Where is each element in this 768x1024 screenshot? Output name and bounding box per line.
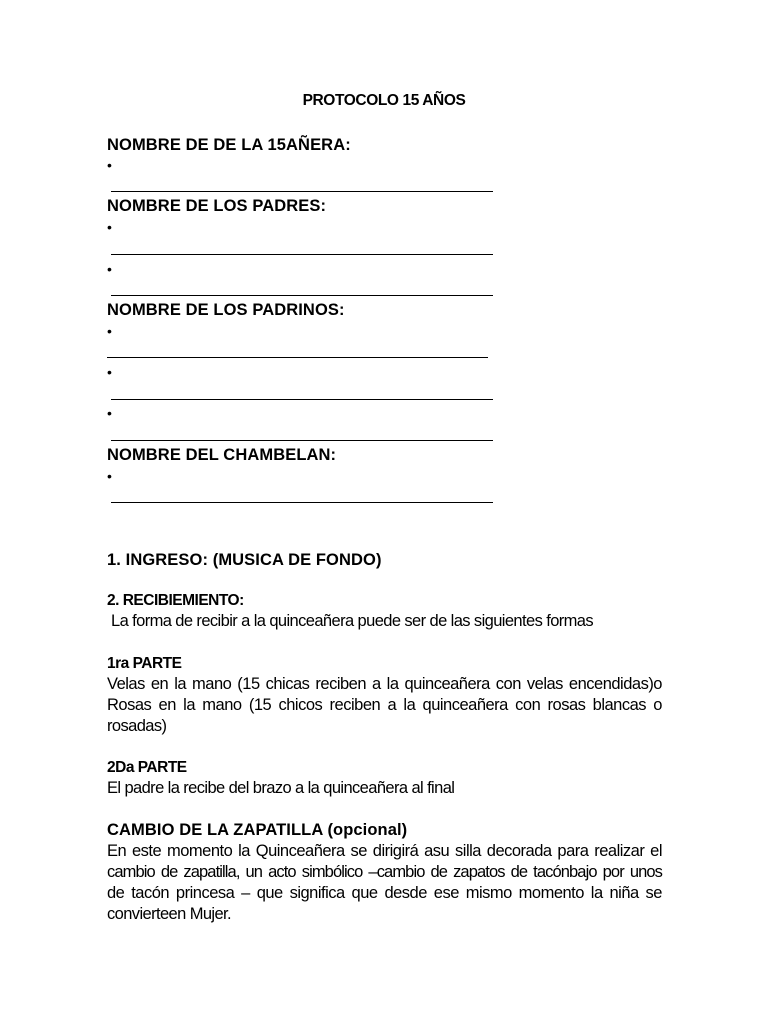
bullet: • [107,323,112,339]
bullet: • [107,364,112,380]
field-label-quinceanera: NOMBRE DE DE LA 15AÑERA: [107,136,351,154]
bullet: • [107,157,112,173]
bullet: • [107,468,112,484]
blank-line-padre-1 [111,254,493,255]
blank-line-padre-2 [111,295,493,296]
blank-line-padrino-2 [111,399,493,400]
zapatilla-line-1: En este momento la Quinceañera se dirigirá asu silla decorada para realizar el [107,842,662,860]
parte-2-line-1: El padre la recibe del brazo a la quinceañera al final [107,779,455,797]
bullet: • [107,219,112,235]
blank-line-padrino-1 [107,357,488,358]
blank-line-quinceanera [111,191,493,192]
section-recibimiento-heading: 2. RECIBIEMIENTO: [107,592,244,609]
recibimiento-intro: La forma de recibir a la quinceañera puede ser de las siguientes formas [111,612,594,630]
field-label-padrinos: NOMBRE DE LOS PADRINOS: [107,301,345,319]
parte-1-line-1: Velas en la mano (15 chicas reciben a la quinceañera con velas encendidas)o [107,675,662,693]
field-label-padres: NOMBRE DE LOS PADRES: [107,197,327,215]
blank-line-chambelan [111,502,493,503]
parte-2-heading: 2Da PARTE [107,759,187,776]
document-title: PROTOCOLO 15 AÑOS [302,92,466,109]
bullet: • [107,261,112,277]
bullet: • [107,405,112,421]
zapatilla-heading: CAMBIO DE LA ZAPATILLA (opcional) [107,821,408,839]
zapatilla-line-4: convierteen Mujer. [107,905,232,923]
blank-line-padrino-3 [111,440,493,441]
parte-1-heading: 1ra PARTE [107,655,182,672]
field-label-chambelan: NOMBRE DEL CHAMBELAN: [107,446,337,464]
zapatilla-line-2: cambio de zapatilla, un acto simbólico –cambio de zapatos de tacónbajo por unos [107,863,662,881]
parte-1-line-3: rosadas) [107,717,167,735]
parte-1-line-2: Rosas en la mano (15 chicos reciben a la quinceañera con rosas blancas o [107,696,662,714]
section-ingreso-heading: 1. INGRESO: (MUSICA DE FONDO) [107,551,382,569]
zapatilla-line-3: de tacón princesa – que significa que desde ese mismo momento la niña se [107,884,662,902]
